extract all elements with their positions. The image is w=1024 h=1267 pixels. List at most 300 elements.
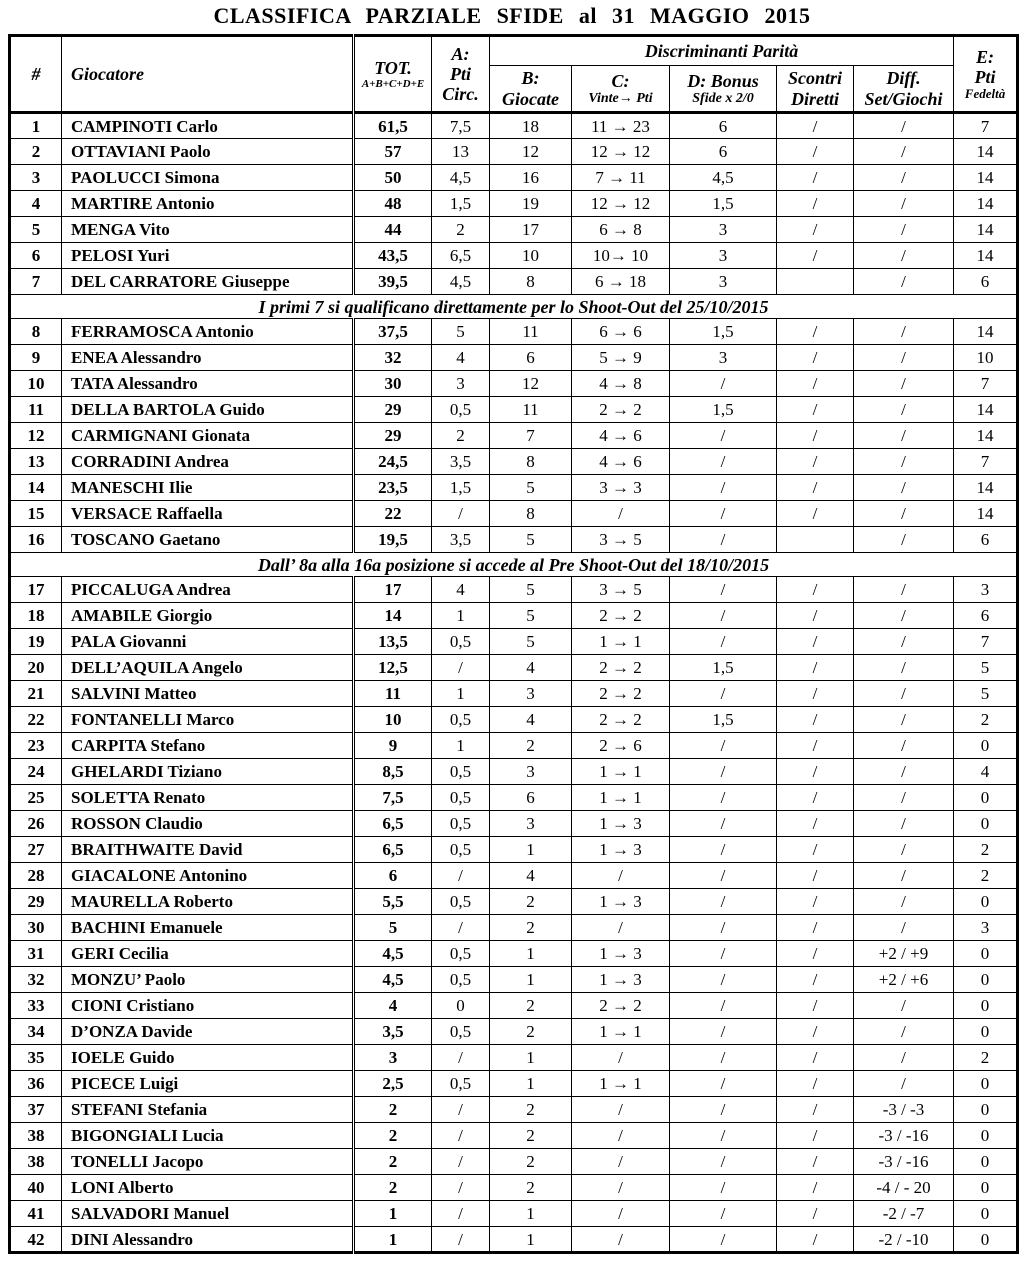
cell-pti-circ: 0,5 bbox=[432, 629, 490, 655]
cell-rank: 13 bbox=[10, 449, 62, 475]
cell-bonus-sfide: / bbox=[670, 941, 777, 967]
cell-rank: 10 bbox=[10, 371, 62, 397]
cell-vinte-pti: / bbox=[572, 863, 670, 889]
ranking-table bbox=[8, 34, 1019, 1254]
tot-formula-label: A+B+C+D+E bbox=[361, 77, 425, 90]
cell-rank: 4 bbox=[10, 191, 62, 217]
cell-bonus-sfide: 3 bbox=[670, 217, 777, 243]
cell-tot: 5,5 bbox=[354, 889, 432, 915]
separator-row bbox=[10, 295, 1018, 319]
cell-rank: 36 bbox=[10, 1071, 62, 1097]
cell-pti-circ: 0,5 bbox=[432, 941, 490, 967]
cell-giocate: 6 bbox=[490, 785, 572, 811]
cell-pti-circ: / bbox=[432, 1045, 490, 1071]
cell-giocate: 2 bbox=[490, 733, 572, 759]
cell-tot: 2 bbox=[354, 1175, 432, 1201]
column-header-e-pti-fedelta: E: Pti Fedeltà bbox=[954, 36, 1018, 113]
cell-pti-circ: 0,5 bbox=[432, 759, 490, 785]
table-row bbox=[10, 397, 1018, 423]
cell-tot: 24,5 bbox=[354, 449, 432, 475]
cell-player: MONZU’ Paolo bbox=[62, 967, 354, 993]
cell-pti-fedelta: 6 bbox=[954, 527, 1018, 553]
cell-pti-fedelta: 14 bbox=[954, 319, 1018, 345]
cell-scontri-diretti: / bbox=[777, 165, 854, 191]
cell-vinte-pti: / bbox=[572, 1097, 670, 1123]
cell-pti-circ: / bbox=[432, 1201, 490, 1227]
table-row bbox=[10, 345, 1018, 371]
cell-pti-fedelta: 0 bbox=[954, 1019, 1018, 1045]
cell-scontri-diretti: / bbox=[777, 993, 854, 1019]
cell-pti-fedelta: 2 bbox=[954, 863, 1018, 889]
cell-scontri-diretti: / bbox=[777, 501, 854, 527]
cell-tot: 3,5 bbox=[354, 1019, 432, 1045]
cell-vinte-pti: 12 → 12 bbox=[572, 139, 670, 165]
cell-scontri-diretti: / bbox=[777, 577, 854, 603]
cell-scontri-diretti: / bbox=[777, 319, 854, 345]
cell-scontri-diretti: / bbox=[777, 915, 854, 941]
table-row bbox=[10, 1045, 1018, 1071]
cell-pti-fedelta: 6 bbox=[954, 603, 1018, 629]
cell-giocate: 1 bbox=[490, 1227, 572, 1253]
cell-diff-set-giochi: / bbox=[854, 1071, 954, 1097]
cell-bonus-sfide: / bbox=[670, 1045, 777, 1071]
cell-diff-set-giochi: -2 / -10 bbox=[854, 1227, 954, 1253]
cell-pti-fedelta: 3 bbox=[954, 915, 1018, 941]
cell-diff-set-giochi: +2 / +6 bbox=[854, 967, 954, 993]
column-header-diff-set-giochi: Diff. Set/Giochi bbox=[854, 66, 954, 113]
cell-pti-circ: 0,5 bbox=[432, 889, 490, 915]
cell-vinte-pti: 1 → 1 bbox=[572, 1071, 670, 1097]
cell-scontri-diretti: / bbox=[777, 113, 854, 139]
cell-giocate: 3 bbox=[490, 681, 572, 707]
cell-bonus-sfide: / bbox=[670, 423, 777, 449]
cell-diff-set-giochi: / bbox=[854, 423, 954, 449]
table-row bbox=[10, 423, 1018, 449]
cell-giocate: 2 bbox=[490, 1019, 572, 1045]
cell-bonus-sfide: / bbox=[670, 1123, 777, 1149]
cell-scontri-diretti: / bbox=[777, 371, 854, 397]
cell-bonus-sfide: / bbox=[670, 1019, 777, 1045]
cell-giocate: 4 bbox=[490, 707, 572, 733]
cell-player: CIONI Cristiano bbox=[62, 993, 354, 1019]
cell-pti-circ: 1 bbox=[432, 733, 490, 759]
cell-giocate: 2 bbox=[490, 1097, 572, 1123]
cell-scontri-diretti: / bbox=[777, 681, 854, 707]
cell-scontri-diretti bbox=[777, 269, 854, 295]
cell-diff-set-giochi: / bbox=[854, 889, 954, 915]
cell-player: MANESCHI Ilie bbox=[62, 475, 354, 501]
cell-tot: 7,5 bbox=[354, 785, 432, 811]
cell-pti-fedelta: 0 bbox=[954, 993, 1018, 1019]
cell-pti-fedelta: 0 bbox=[954, 889, 1018, 915]
cell-pti-circ: 13 bbox=[432, 139, 490, 165]
table-row bbox=[10, 269, 1018, 295]
cell-vinte-pti: / bbox=[572, 1175, 670, 1201]
cell-vinte-pti: 1 → 3 bbox=[572, 967, 670, 993]
cell-player: SALVADORI Manuel bbox=[62, 1201, 354, 1227]
table-row bbox=[10, 319, 1018, 345]
cell-player: MAURELLA Roberto bbox=[62, 889, 354, 915]
cell-pti-circ: 4,5 bbox=[432, 165, 490, 191]
cell-tot: 32 bbox=[354, 345, 432, 371]
cell-pti-circ: 3 bbox=[432, 371, 490, 397]
cell-pti-fedelta: 0 bbox=[954, 733, 1018, 759]
cell-pti-circ: 3,5 bbox=[432, 527, 490, 553]
cell-tot: 10 bbox=[354, 707, 432, 733]
cell-rank: 2 bbox=[10, 139, 62, 165]
cell-pti-circ: / bbox=[432, 1097, 490, 1123]
cell-scontri-diretti: / bbox=[777, 1201, 854, 1227]
cell-diff-set-giochi: / bbox=[854, 217, 954, 243]
table-row bbox=[10, 1201, 1018, 1227]
cell-tot: 2 bbox=[354, 1097, 432, 1123]
cell-pti-fedelta: 14 bbox=[954, 475, 1018, 501]
cell-pti-circ: 3,5 bbox=[432, 449, 490, 475]
cell-bonus-sfide: / bbox=[670, 837, 777, 863]
cell-scontri-diretti: / bbox=[777, 967, 854, 993]
separator-text: Dall’ 8a alla 16a posizione si accede al Pre Shoot-Out del 18/10/2015 bbox=[10, 553, 1018, 577]
cell-diff-set-giochi: / bbox=[854, 527, 954, 553]
cell-player: MENGA Vito bbox=[62, 217, 354, 243]
cell-diff-set-giochi: / bbox=[854, 269, 954, 295]
cell-rank: 31 bbox=[10, 941, 62, 967]
cell-pti-fedelta: 6 bbox=[954, 269, 1018, 295]
table-row bbox=[10, 165, 1018, 191]
cell-giocate: 1 bbox=[490, 967, 572, 993]
cell-rank: 33 bbox=[10, 993, 62, 1019]
cell-rank: 16 bbox=[10, 527, 62, 553]
table-row bbox=[10, 1071, 1018, 1097]
cell-player: SALVINI Matteo bbox=[62, 681, 354, 707]
cell-vinte-pti: 2 → 2 bbox=[572, 655, 670, 681]
cell-bonus-sfide: / bbox=[670, 527, 777, 553]
cell-bonus-sfide: 1,5 bbox=[670, 655, 777, 681]
cell-tot: 3 bbox=[354, 1045, 432, 1071]
cell-rank: 22 bbox=[10, 707, 62, 733]
cell-giocate: 2 bbox=[490, 1175, 572, 1201]
table-row bbox=[10, 217, 1018, 243]
cell-rank: 6 bbox=[10, 243, 62, 269]
cell-pti-fedelta: 5 bbox=[954, 655, 1018, 681]
cell-rank: 38 bbox=[10, 1149, 62, 1175]
cell-scontri-diretti: / bbox=[777, 191, 854, 217]
cell-giocate: 11 bbox=[490, 319, 572, 345]
cell-tot: 48 bbox=[354, 191, 432, 217]
cell-pti-fedelta: 14 bbox=[954, 501, 1018, 527]
cell-scontri-diretti: / bbox=[777, 629, 854, 655]
cell-giocate: 18 bbox=[490, 113, 572, 139]
cell-pti-circ: / bbox=[432, 1123, 490, 1149]
cell-scontri-diretti: / bbox=[777, 733, 854, 759]
cell-tot: 6 bbox=[354, 863, 432, 889]
cell-tot: 61,5 bbox=[354, 113, 432, 139]
cell-pti-circ: 7,5 bbox=[432, 113, 490, 139]
cell-giocate: 1 bbox=[490, 1071, 572, 1097]
table-row bbox=[10, 1227, 1018, 1253]
cell-giocate: 17 bbox=[490, 217, 572, 243]
cell-diff-set-giochi: / bbox=[854, 191, 954, 217]
cell-rank: 1 bbox=[10, 113, 62, 139]
cell-tot: 9 bbox=[354, 733, 432, 759]
cell-bonus-sfide: 4,5 bbox=[670, 165, 777, 191]
cell-tot: 4,5 bbox=[354, 967, 432, 993]
table-row bbox=[10, 501, 1018, 527]
cell-rank: 5 bbox=[10, 217, 62, 243]
cell-vinte-pti: / bbox=[572, 915, 670, 941]
cell-rank: 42 bbox=[10, 1227, 62, 1253]
cell-tot: 44 bbox=[354, 217, 432, 243]
cell-scontri-diretti: / bbox=[777, 811, 854, 837]
cell-bonus-sfide: 3 bbox=[670, 243, 777, 269]
cell-vinte-pti: 1 → 1 bbox=[572, 759, 670, 785]
cell-player: PICCALUGA Andrea bbox=[62, 577, 354, 603]
cell-scontri-diretti: / bbox=[777, 423, 854, 449]
table-row bbox=[10, 1175, 1018, 1201]
cell-vinte-pti: 4 → 6 bbox=[572, 449, 670, 475]
cell-tot: 2 bbox=[354, 1123, 432, 1149]
cell-scontri-diretti bbox=[777, 527, 854, 553]
cell-bonus-sfide: / bbox=[670, 1227, 777, 1253]
cell-pti-circ: 4,5 bbox=[432, 269, 490, 295]
cell-diff-set-giochi: -4 / - 20 bbox=[854, 1175, 954, 1201]
cell-giocate: 6 bbox=[490, 345, 572, 371]
table-row bbox=[10, 759, 1018, 785]
cell-diff-set-giochi: / bbox=[854, 707, 954, 733]
cell-scontri-diretti: / bbox=[777, 475, 854, 501]
cell-rank: 28 bbox=[10, 863, 62, 889]
cell-player: DEL CARRATORE Giuseppe bbox=[62, 269, 354, 295]
table-row bbox=[10, 1097, 1018, 1123]
cell-diff-set-giochi: +2 / +9 bbox=[854, 941, 954, 967]
cell-bonus-sfide: 1,5 bbox=[670, 191, 777, 217]
cell-rank: 30 bbox=[10, 915, 62, 941]
cell-giocate: 5 bbox=[490, 603, 572, 629]
cell-scontri-diretti: / bbox=[777, 1227, 854, 1253]
cell-diff-set-giochi: / bbox=[854, 345, 954, 371]
cell-player: PAOLUCCI Simona bbox=[62, 165, 354, 191]
cell-pti-circ: 6,5 bbox=[432, 243, 490, 269]
cell-diff-set-giochi: / bbox=[854, 319, 954, 345]
cell-diff-set-giochi: -3 / -16 bbox=[854, 1123, 954, 1149]
cell-rank: 24 bbox=[10, 759, 62, 785]
cell-rank: 25 bbox=[10, 785, 62, 811]
cell-giocate: 4 bbox=[490, 655, 572, 681]
cell-rank: 9 bbox=[10, 345, 62, 371]
cell-diff-set-giochi: / bbox=[854, 603, 954, 629]
table-row bbox=[10, 785, 1018, 811]
cell-diff-set-giochi: / bbox=[854, 837, 954, 863]
table-row bbox=[10, 655, 1018, 681]
cell-giocate: 7 bbox=[490, 423, 572, 449]
cell-player: ROSSON Claudio bbox=[62, 811, 354, 837]
cell-giocate: 2 bbox=[490, 993, 572, 1019]
table-header bbox=[10, 36, 1018, 113]
cell-diff-set-giochi: / bbox=[854, 577, 954, 603]
cell-rank: 38 bbox=[10, 1123, 62, 1149]
cell-player: CARMIGNANI Gionata bbox=[62, 423, 354, 449]
separator-row bbox=[10, 553, 1018, 577]
column-header-scontri-diretti: Scontri Diretti bbox=[777, 66, 854, 113]
cell-tot: 1 bbox=[354, 1201, 432, 1227]
cell-pti-fedelta: 7 bbox=[954, 449, 1018, 475]
cell-player: MARTIRE Antonio bbox=[62, 191, 354, 217]
cell-rank: 37 bbox=[10, 1097, 62, 1123]
cell-player: ENEA Alessandro bbox=[62, 345, 354, 371]
cell-bonus-sfide: / bbox=[670, 863, 777, 889]
cell-giocate: 3 bbox=[490, 811, 572, 837]
cell-vinte-pti: 3 → 5 bbox=[572, 527, 670, 553]
cell-bonus-sfide: / bbox=[670, 577, 777, 603]
cell-pti-circ: 2 bbox=[432, 217, 490, 243]
cell-pti-fedelta: 0 bbox=[954, 941, 1018, 967]
cell-vinte-pti: / bbox=[572, 501, 670, 527]
cell-giocate: 12 bbox=[490, 139, 572, 165]
cell-giocate: 16 bbox=[490, 165, 572, 191]
cell-player: FONTANELLI Marco bbox=[62, 707, 354, 733]
cell-rank: 12 bbox=[10, 423, 62, 449]
table-row bbox=[10, 707, 1018, 733]
cell-vinte-pti: 1 → 1 bbox=[572, 629, 670, 655]
cell-player: GIACALONE Antonino bbox=[62, 863, 354, 889]
cell-diff-set-giochi: -3 / -3 bbox=[854, 1097, 954, 1123]
cell-pti-fedelta: 0 bbox=[954, 1149, 1018, 1175]
cell-bonus-sfide: / bbox=[670, 759, 777, 785]
cell-pti-fedelta: 4 bbox=[954, 759, 1018, 785]
cell-bonus-sfide: / bbox=[670, 603, 777, 629]
cell-bonus-sfide: / bbox=[670, 811, 777, 837]
table-row bbox=[10, 915, 1018, 941]
cell-rank: 20 bbox=[10, 655, 62, 681]
cell-vinte-pti: 1 → 1 bbox=[572, 1019, 670, 1045]
cell-bonus-sfide: 3 bbox=[670, 269, 777, 295]
cell-pti-circ: / bbox=[432, 1175, 490, 1201]
cell-pti-fedelta: 14 bbox=[954, 139, 1018, 165]
cell-pti-fedelta: 2 bbox=[954, 707, 1018, 733]
cell-player: CARPITA Stefano bbox=[62, 733, 354, 759]
cell-vinte-pti: 2 → 2 bbox=[572, 993, 670, 1019]
cell-player: DELL’AQUILA Angelo bbox=[62, 655, 354, 681]
cell-pti-circ: 4 bbox=[432, 345, 490, 371]
cell-diff-set-giochi: -2 / -7 bbox=[854, 1201, 954, 1227]
column-header-rank: # bbox=[10, 36, 62, 113]
cell-player: D’ONZA Davide bbox=[62, 1019, 354, 1045]
cell-vinte-pti: 2 → 2 bbox=[572, 603, 670, 629]
cell-pti-fedelta: 14 bbox=[954, 397, 1018, 423]
cell-bonus-sfide: / bbox=[670, 1097, 777, 1123]
cell-pti-fedelta: 0 bbox=[954, 1097, 1018, 1123]
cell-rank: 19 bbox=[10, 629, 62, 655]
cell-tot: 37,5 bbox=[354, 319, 432, 345]
cell-bonus-sfide: / bbox=[670, 449, 777, 475]
cell-tot: 2,5 bbox=[354, 1071, 432, 1097]
cell-scontri-diretti: / bbox=[777, 863, 854, 889]
cell-pti-fedelta: 2 bbox=[954, 837, 1018, 863]
cell-tot: 39,5 bbox=[354, 269, 432, 295]
cell-rank: 23 bbox=[10, 733, 62, 759]
cell-bonus-sfide: / bbox=[670, 1201, 777, 1227]
cell-pti-fedelta: 0 bbox=[954, 1071, 1018, 1097]
cell-pti-fedelta: 0 bbox=[954, 811, 1018, 837]
cell-rank: 11 bbox=[10, 397, 62, 423]
cell-pti-fedelta: 0 bbox=[954, 967, 1018, 993]
cell-vinte-pti: 11 → 23 bbox=[572, 113, 670, 139]
cell-scontri-diretti: / bbox=[777, 217, 854, 243]
cell-scontri-diretti: / bbox=[777, 1175, 854, 1201]
cell-pti-fedelta: 7 bbox=[954, 371, 1018, 397]
cell-scontri-diretti: / bbox=[777, 397, 854, 423]
table-row bbox=[10, 139, 1018, 165]
cell-vinte-pti: 1 → 3 bbox=[572, 941, 670, 967]
cell-diff-set-giochi: -3 / -16 bbox=[854, 1149, 954, 1175]
cell-tot: 57 bbox=[354, 139, 432, 165]
cell-giocate: 11 bbox=[490, 397, 572, 423]
cell-vinte-pti: 3 → 3 bbox=[572, 475, 670, 501]
cell-diff-set-giochi: / bbox=[854, 811, 954, 837]
cell-player: PICECE Luigi bbox=[62, 1071, 354, 1097]
cell-tot: 1 bbox=[354, 1227, 432, 1253]
cell-vinte-pti: 6 → 18 bbox=[572, 269, 670, 295]
cell-diff-set-giochi: / bbox=[854, 863, 954, 889]
cell-player: FERRAMOSCA Antonio bbox=[62, 319, 354, 345]
cell-player: SOLETTA Renato bbox=[62, 785, 354, 811]
cell-bonus-sfide: 1,5 bbox=[670, 707, 777, 733]
cell-vinte-pti: / bbox=[572, 1045, 670, 1071]
cell-giocate: 8 bbox=[490, 269, 572, 295]
column-header-a-pti-circ: A: Pti Circ. bbox=[432, 36, 490, 113]
cell-vinte-pti: 1 → 3 bbox=[572, 811, 670, 837]
cell-rank: 40 bbox=[10, 1175, 62, 1201]
cell-rank: 27 bbox=[10, 837, 62, 863]
cell-pti-fedelta: 2 bbox=[954, 1045, 1018, 1071]
cell-pti-fedelta: 0 bbox=[954, 1201, 1018, 1227]
table-row bbox=[10, 993, 1018, 1019]
cell-scontri-diretti: / bbox=[777, 1149, 854, 1175]
cell-player: PELOSI Yuri bbox=[62, 243, 354, 269]
cell-scontri-diretti: / bbox=[777, 941, 854, 967]
cell-bonus-sfide: / bbox=[670, 967, 777, 993]
cell-diff-set-giochi: / bbox=[854, 733, 954, 759]
cell-rank: 18 bbox=[10, 603, 62, 629]
cell-pti-circ: 1,5 bbox=[432, 475, 490, 501]
table-row bbox=[10, 1123, 1018, 1149]
cell-scontri-diretti: / bbox=[777, 1071, 854, 1097]
cell-diff-set-giochi: / bbox=[854, 785, 954, 811]
cell-rank: 7 bbox=[10, 269, 62, 295]
cell-bonus-sfide: / bbox=[670, 629, 777, 655]
cell-pti-circ: / bbox=[432, 915, 490, 941]
cell-bonus-sfide: / bbox=[670, 371, 777, 397]
cell-scontri-diretti: / bbox=[777, 1019, 854, 1045]
page-title: CLASSIFICA PARZIALE SFIDE al 31 MAGGIO 2015 bbox=[213, 3, 811, 28]
cell-bonus-sfide: / bbox=[670, 501, 777, 527]
cell-vinte-pti: 12 → 12 bbox=[572, 191, 670, 217]
cell-pti-circ: 0,5 bbox=[432, 1019, 490, 1045]
cell-tot: 29 bbox=[354, 423, 432, 449]
cell-scontri-diretti: / bbox=[777, 889, 854, 915]
cell-tot: 23,5 bbox=[354, 475, 432, 501]
cell-vinte-pti: 1 → 3 bbox=[572, 837, 670, 863]
cell-pti-circ: 1 bbox=[432, 681, 490, 707]
cell-giocate: 5 bbox=[490, 527, 572, 553]
cell-player: AMABILE Giorgio bbox=[62, 603, 354, 629]
cell-rank: 8 bbox=[10, 319, 62, 345]
cell-player: OTTAVIANI Paolo bbox=[62, 139, 354, 165]
cell-giocate: 4 bbox=[490, 863, 572, 889]
table-row bbox=[10, 1149, 1018, 1175]
column-header-d-bonus: D: Bonus Sfide x 2/0 bbox=[670, 66, 777, 113]
cell-scontri-diretti: / bbox=[777, 1045, 854, 1071]
cell-vinte-pti: 2 → 2 bbox=[572, 681, 670, 707]
